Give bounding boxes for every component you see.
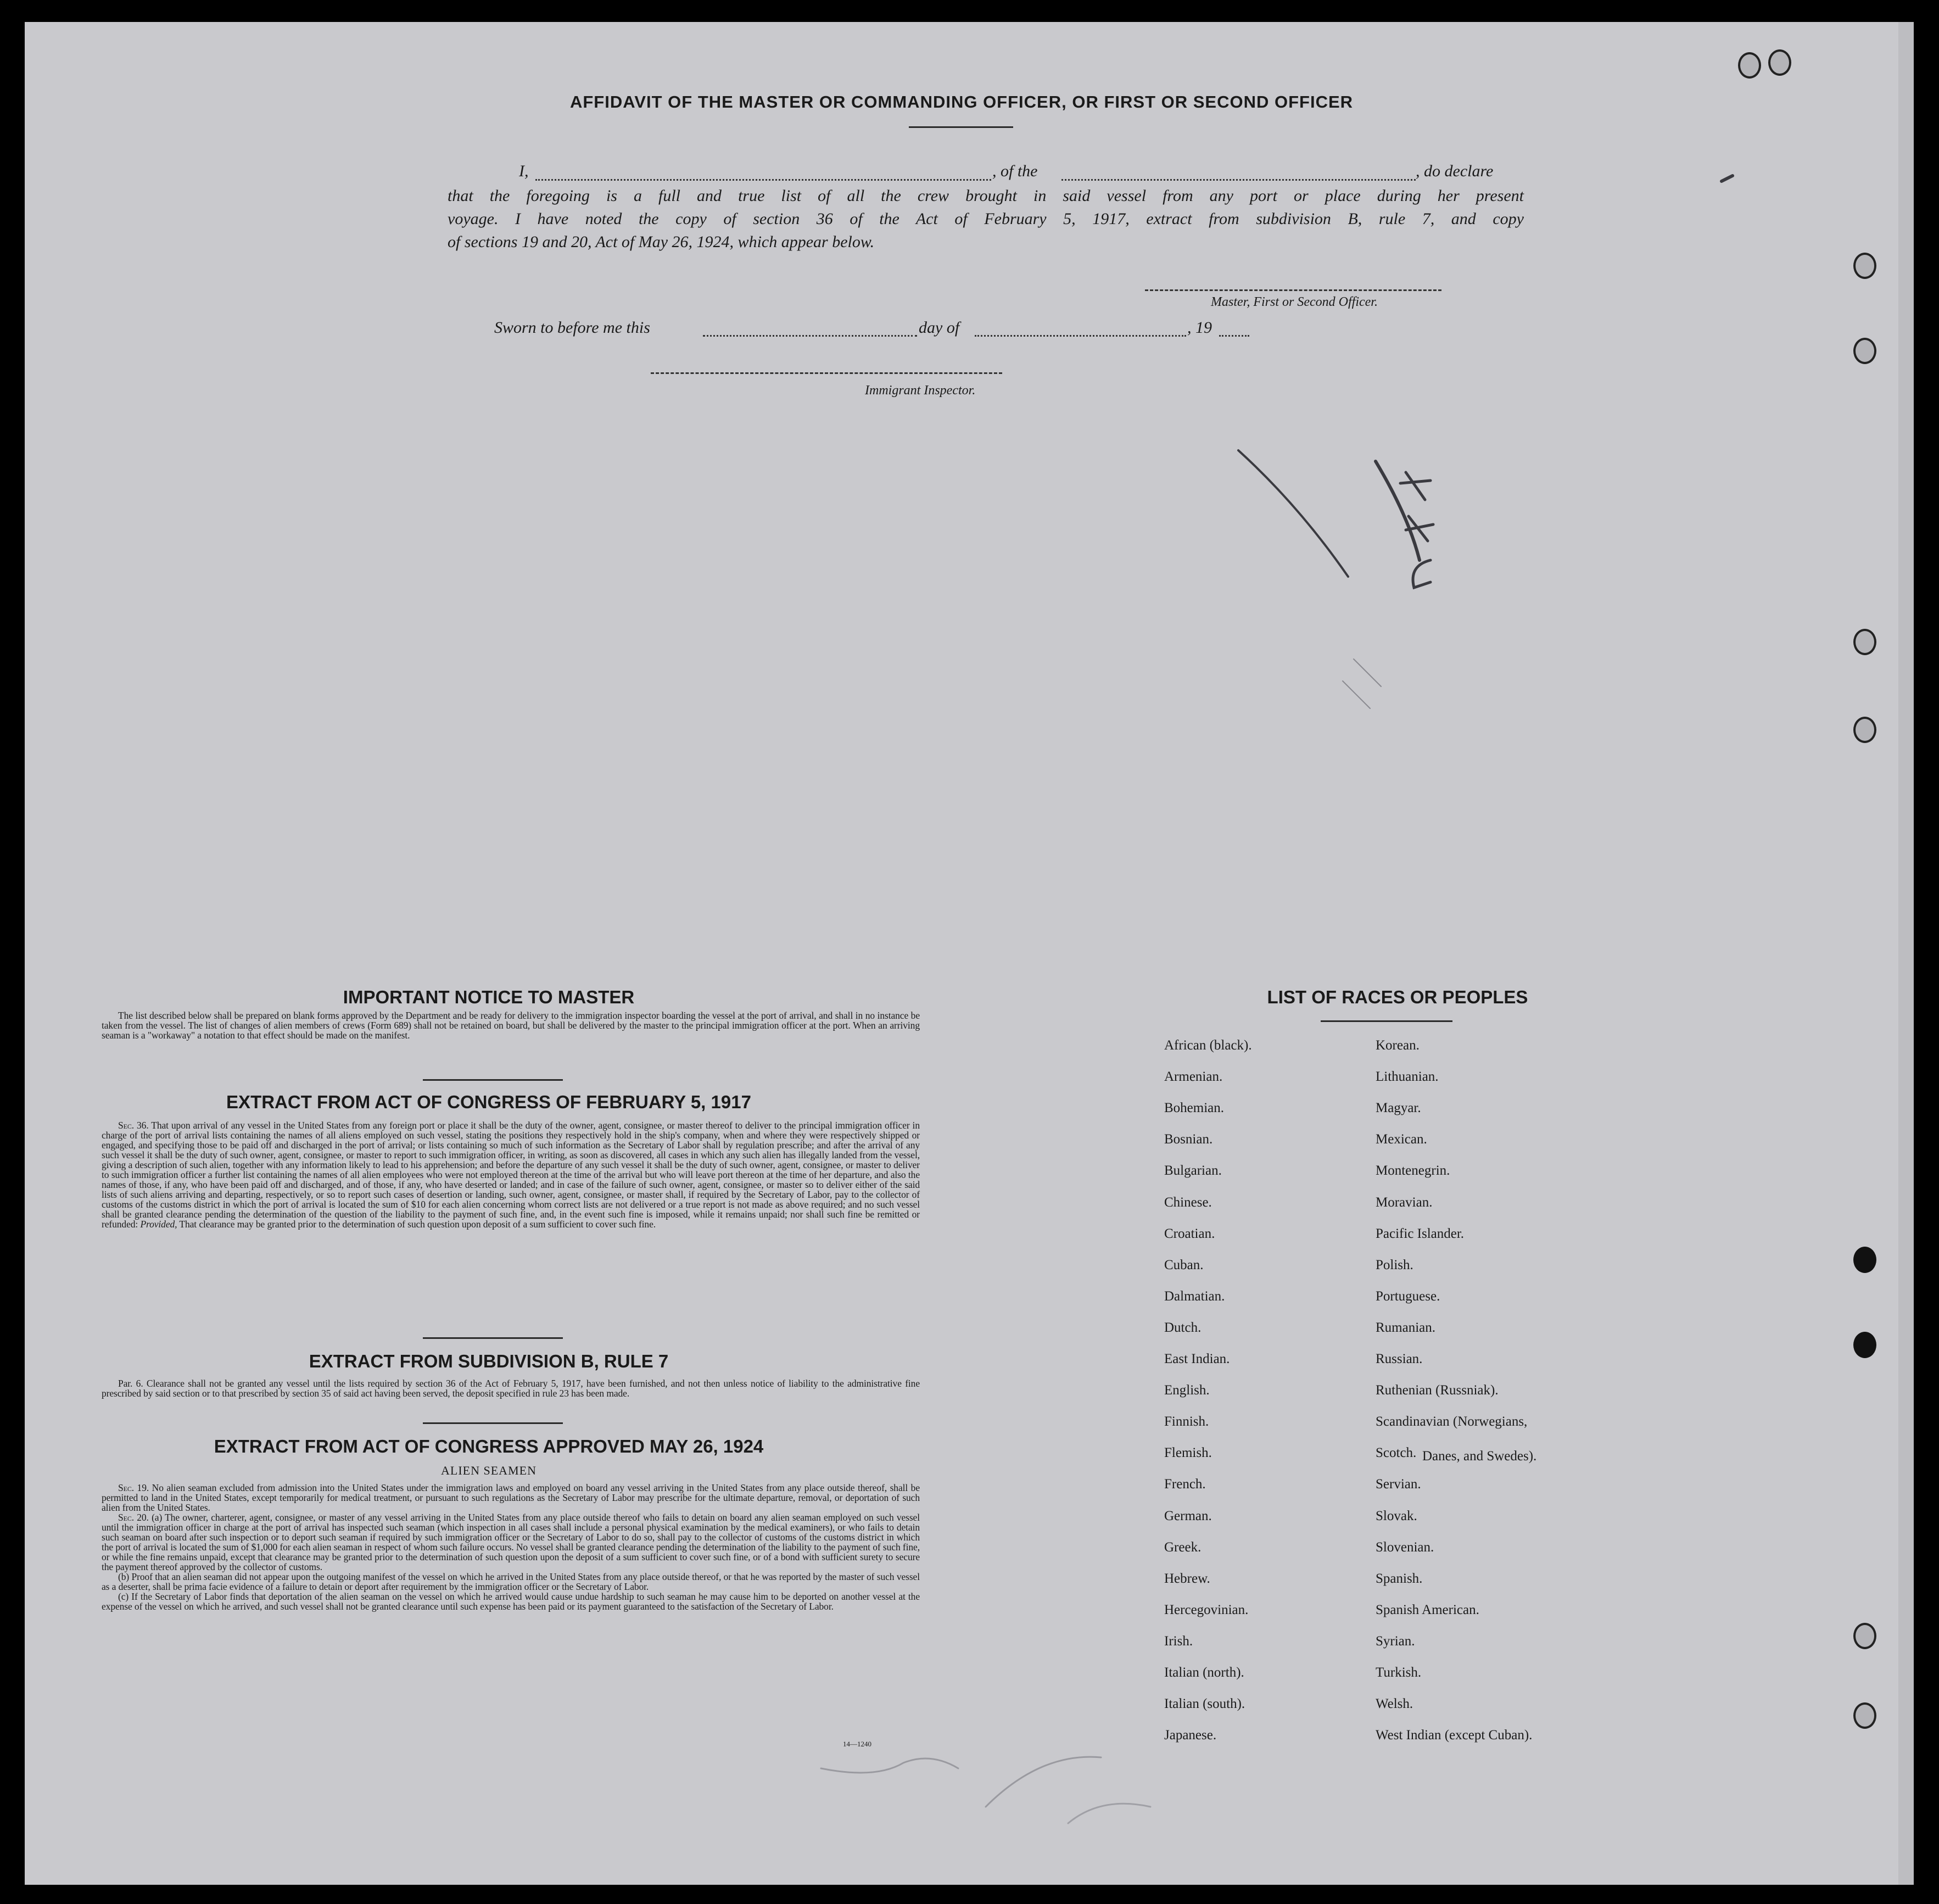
sec36-label: Sec. 36. [118,1120,149,1131]
race-col2-item: Montenegrin. [1376,1163,1450,1178]
year-label: , 19 [1187,319,1212,337]
binder-hole [1853,338,1876,364]
binder-hole [1853,1623,1876,1649]
sworn-label: Sworn to before me this [494,319,650,337]
race-col1-item: Hercegovinian. [1164,1603,1249,1617]
race-col2-item: Servian. [1376,1477,1421,1492]
extract-rule7-title: EXTRACT FROM SUBDIVISION B, RULE 7 [309,1351,669,1371]
race-col1-item: Hebrew. [1164,1571,1210,1586]
pen-stroke [1406,516,1433,541]
extract-1924-title: EXTRACT FROM ACT OF CONGRESS APPROVED MAY 26, 1924 [214,1436,764,1456]
pen-stroke [821,1758,958,1773]
race-col2-item: Slovak. [1376,1509,1417,1523]
extract-rule7-text: Par. 6. Clearance shall not be granted any vessel until the lists required by section 36 of the Act of February 5, 1917, have been furnished, and not then unless notice of liability to the administrative fine prescribed by said section or to that prescribed by section 35 of said act having been served, the deposit specified in rule 23 has been made. [102,1378,920,1399]
race-col1-item: Croatian. [1164,1226,1215,1241]
race-col1-item: French. [1164,1477,1206,1492]
binder-hole [1853,1702,1876,1729]
page-edge [1898,22,1914,1885]
extract-1917-title: EXTRACT FROM ACT OF CONGRESS OF FEBRUARY 5, 1917 [226,1092,751,1112]
sec20b-body: (b) Proof that an alien seaman did not appear upon the outgoing manifest of the vessel on which he arrived in the United States from any place outside thereof, or that he was reported by the master of such vessel as a deserter, shall be prima facie evidence of a failure to detain or deport after requirement by the immigration officer or the Secretary of Labor. [102,1571,920,1592]
race-col1-item: Italian (north). [1164,1665,1244,1680]
pen-stroke [1413,560,1430,588]
race-col2-item: Slovenian. [1376,1540,1434,1555]
form-number: 14—1240 [843,1740,871,1748]
race-col2-item: Syrian. [1376,1634,1415,1649]
race-col2-item: Korean. [1376,1038,1420,1053]
race-col1-item: Flemish. [1164,1445,1212,1460]
pen-stroke [1238,450,1348,577]
race-col1-item: East Indian. [1164,1352,1230,1366]
pen-stroke [1400,472,1430,500]
sec20-body: (a) The owner, charterer, agent, consignee, or master of any vessel arriving in the United States from any place outside thereof who fails to detain on board any alien seaman employed on such vessel until the immigration officer in charge at the port of arrival has inspected such seaman (which inspection in all cases shall include a personal physical examination by the medical examiners), or who fails to detain such seaman on board after such inspection or to deport such seaman if required by such immigration officer or the Secretary of Labor to do so, shall pay to the collector of customs of the customs district in which the port of arrival is located the sum of $1,000 for each alien seaman in respect of whom such failure occurs. No vessel shall be granted clearance pending the determination of the liability to the payment of such fine, or while the fine remains unpaid, except that clearance may be granted prior to the determination of such question upon the deposit of a sum sufficient to cover such fine, or of a bond with sufficient surety to secure the payment thereof approved by the collector of customs. [102,1512,920,1572]
day-of-label: day of [919,319,960,337]
alien-seamen-subtitle: ALIEN SEAMEN [441,1464,537,1477]
inspector-caption: Immigrant Inspector. [865,383,976,398]
pen-stroke [1068,1804,1150,1823]
pen-stroke [1376,461,1420,560]
pen-stroke [986,1757,1101,1807]
binder-hole [1853,629,1876,655]
race-col1-item: Chinese. [1164,1195,1212,1210]
race-col2-item: Polish. [1376,1258,1413,1272]
race-col2-item: Spanish. [1376,1571,1423,1586]
sec36-end: That clearance may be granted prior to the determination of such question upon deposit of a sum sufficient to cover such fine. [179,1219,656,1230]
affidavit-do-declare-label: , do declare [1416,162,1494,180]
race-col2-item: Pacific Islander. [1376,1226,1465,1241]
race-col1-item: Finnish. [1164,1414,1209,1429]
race-col1-item: Armenian. [1164,1069,1223,1084]
binder-hole [1768,49,1791,76]
affidavit-body-line1: that the foregoing is a full and true list of all the crew brought in said vessel from any port or place during her present [448,187,1524,205]
document-page [25,22,1898,1885]
race-col2-item: Spanish American. [1376,1603,1479,1617]
race-col2-item: West Indian (except Cuban). [1376,1728,1533,1743]
affidavit-i-label: I, [519,162,529,180]
race-col1-item: Dalmatian. [1164,1289,1225,1304]
race-col1-item: Bulgarian. [1164,1163,1222,1178]
binder-hole [1738,52,1761,79]
race-col2-item: Rumanian. [1376,1320,1436,1335]
race-col2-item: Ruthenian (Russniak). [1376,1383,1499,1398]
race-col2-item: Magyar. [1376,1101,1421,1115]
race-col2-item: Scotch. [1376,1445,1417,1460]
race-col2-item: Lithuanian. [1376,1069,1439,1084]
race-col1-item: Cuban. [1164,1258,1204,1272]
pen-stroke [1722,176,1733,181]
affidavit-of-the-label: , of the [992,162,1038,180]
sec19-label: Sec. 19. [118,1482,149,1493]
handwritten-marks [25,22,1898,1885]
sec20c-body: (c) If the Secretary of Labor finds that deportation of the alien seaman on the vessel on which he arrived would cause undue hardship to such seaman he may cause him to be deported on another vessel at the expense of the vessel on which he arrived, and such vessel shall not be granted clearance until such expense has been paid or its payment guaranteed to the satisfaction of the Secretary of Labor. [102,1591,920,1612]
binder-hole [1853,717,1876,743]
race-col1-item: Italian (south). [1164,1696,1245,1711]
affidavit-body-line2: voyage. I have noted the copy of section 36 of the Act of February 5, 1917, extract from subdivision B, rule 7, and copy [448,210,1524,228]
master-signature-caption: Master, First or Second Officer. [1211,295,1378,309]
race-col1-item: English. [1164,1383,1210,1398]
race-col2-item: Turkish. [1376,1665,1422,1680]
race-col1-item: Bosnian. [1164,1132,1213,1147]
notice-text: The list described below shall be prepared on blank forms approved by the Department and be ready for delivery to the immigration inspector boarding the vessel at the port of arrival, and shall in no instance be taken from the vessel. The list of changes of alien members of crews (Form 689) shall not be retained on board, but shall be delivered by the master to the principal immigration officer at the port. When an arriving seaman is a "workaway" a notation to that effect should be made on the manifest. [102,1010,920,1041]
race-scandinavian-continuation: Danes, and Swedes). [1422,1449,1537,1464]
pen-stroke [1343,659,1381,708]
notice-title: IMPORTANT NOTICE TO MASTER [343,987,635,1007]
race-col1-item: Dutch. [1164,1320,1202,1335]
race-col1-item: Irish. [1164,1634,1193,1649]
races-title: LIST OF RACES OR PEOPLES [1267,987,1528,1007]
affidavit-title: AFFIDAVIT OF THE MASTER OR COMMANDING OFFICER, OR FIRST OR SECOND OFFICER [569,92,1354,111]
race-col2-item: Portuguese. [1376,1289,1440,1304]
race-col2-item: Welsh. [1376,1696,1413,1711]
sec20-label: Sec. 20. [118,1512,149,1523]
race-col2-item: Moravian. [1376,1195,1433,1210]
provided-label: Provided, [140,1219,177,1230]
race-col2-item: Mexican. [1376,1132,1427,1147]
race-col1-item: Japanese. [1164,1728,1217,1743]
race-col1-item: German. [1164,1509,1212,1523]
race-col1-item: Greek. [1164,1540,1202,1555]
affidavit-body-line3: of sections 19 and 20, Act of May 26, 1924, which appear below. [448,233,875,251]
race-col2-item: Russian. [1376,1352,1423,1366]
sec19-body: No alien seaman excluded from admission into the United States under the immigration laws and employed on board any vessel arriving in the United States from any place outside thereof, shall be permitted to land in the United States, except temporarily for medical treatment, or pursuant to such regulations as the Secretary of Labor may prescribe for the ultimate departure, removal, or deportation of such alien from the United States. [102,1482,920,1513]
binder-hole [1853,1332,1876,1358]
race-col1-item: Bohemian. [1164,1101,1225,1115]
binder-hole [1853,253,1876,279]
sec36-body: That upon arrival of any vessel in the United States from any foreign port or place it shall be the duty of the owner, agent, consignee, or master thereof to deliver to the principal immigration officer in charge of the port of arrival lists containing the names of all aliens employed on such vessel, stating the positions they respectively hold in the ship's company, when and where they were respectively shipped or engaged, and specifying those to be paid off and discharged in the port of arrival; or lists containing so much of such information as the Secretary of Labor shall by regulation prescribe; and after the arrival of any such vessel it shall be the duty of such owner, agent, consignee, or master to report to such immigration officer, in writing, as soon as discovered, all cases in which any such alien has illegally landed from the vessel, giving a description of such alien, together with any information likely to lead to his apprehension; and before the departure of any such vessel it shall be the duty of such owner, agent, consignee, or master to deliver to such immigration officer a further list containing the names of all alien employees who were not employed thereon at the time of the arrival but who will leave port thereon at the time of her departure, and also the names of those, if any, who have been paid off and discharged, and of those, if any, who have deserted or landed; and in case of the failure of such owner, agent, consignee, or master so to deliver either of the said lists of such aliens arriving and departing, respectively, or so to report such cases of desertion or landing, such owner, agent, consignee, or master shall, if required by the Secretary of Labor, pay to the collector of customs of the customs district in which the port of arrival is located the sum of $10 for each alien concerning whom correct lists are not delivered or a true report is not made as above required; and no such vessel shall be granted clearance pending the determination of the question of the liability to the payment of such fine, and, in the event such fine is imposed, while it remains unpaid; nor shall such fine be remitted or refunded: [102,1120,920,1230]
race-col1-item: African (black). [1164,1038,1252,1053]
binder-hole [1853,1247,1876,1273]
race-col2-item: Scandinavian (Norwegians, [1376,1414,1528,1429]
